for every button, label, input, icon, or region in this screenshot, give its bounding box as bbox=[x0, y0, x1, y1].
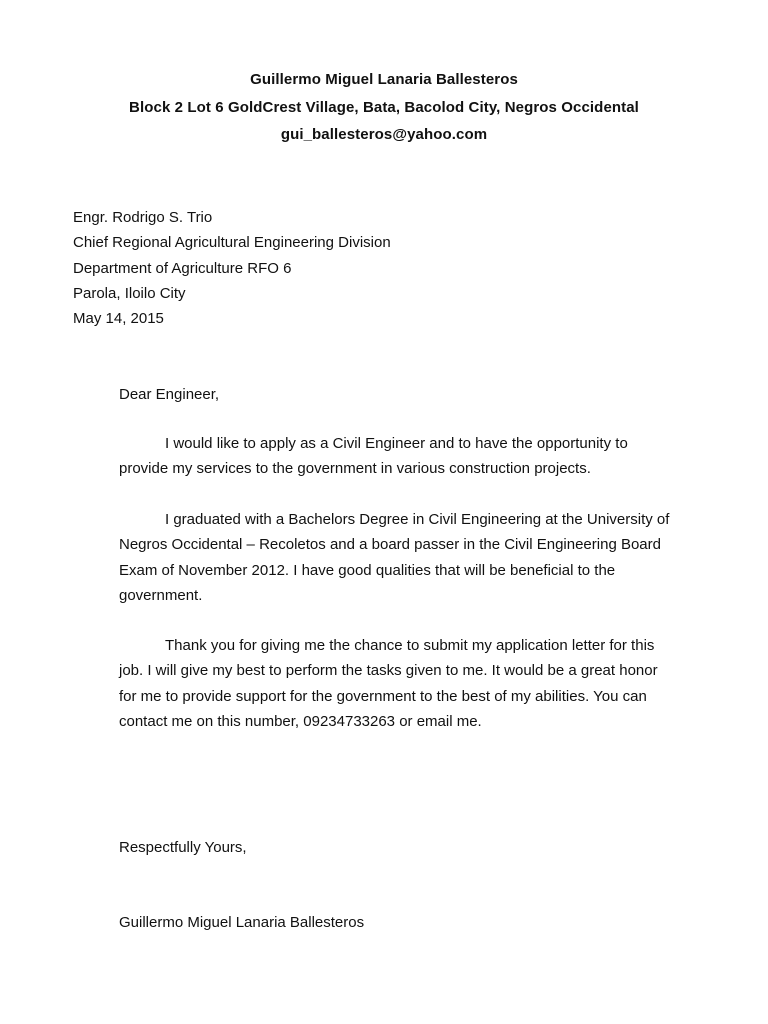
recipient-location: Parola, Iloilo City bbox=[73, 284, 186, 302]
body-paragraph-3 bbox=[119, 633, 699, 734]
paragraph-line: job. I will give my best to perform the tasks given to me. It would be a great honor bbox=[119, 662, 658, 680]
paragraph-line: contact me on this number, 09234733263 or email me. bbox=[119, 712, 482, 730]
paragraph-line: for me to provide support for the government to the best of my abilities. You can bbox=[119, 687, 647, 705]
letter-date: May 14, 2015 bbox=[73, 310, 164, 328]
body-paragraph-2 bbox=[119, 507, 699, 608]
sender-address: Block 2 Lot 6 GoldCrest Village, Bata, Bacolod City, Negros Occidental bbox=[129, 98, 639, 116]
sender-name: Guillermo Miguel Lanaria Ballesteros bbox=[250, 71, 518, 88]
salutation: Dear Engineer, bbox=[119, 386, 220, 403]
recipient-name: Engr. Rodrigo S. Trio bbox=[73, 209, 213, 226]
body-paragraph-1 bbox=[119, 431, 699, 482]
recipient-department: Department of Agriculture RFO 6 bbox=[73, 259, 292, 277]
recipient-title: Chief Regional Agricultural Engineering Division bbox=[73, 234, 391, 252]
paragraph-line: I would like to apply as a Civil Engineer and to have the opportunity to bbox=[165, 435, 628, 452]
signature-name: Guillermo Miguel Lanaria Ballesteros bbox=[119, 914, 365, 931]
paragraph-line: Negros Occidental – Recoletos and a board passer in the Civil Engineering Board bbox=[119, 536, 661, 554]
paragraph-line: government. bbox=[119, 586, 203, 604]
letter-header bbox=[0, 66, 768, 149]
recipient-block bbox=[73, 205, 391, 331]
paragraph-line: provide my services to the government in various construction projects. bbox=[119, 460, 591, 478]
paragraph-line: I graduated with a Bachelors Degree in Civil Engineering at the University of bbox=[165, 511, 670, 528]
sender-email: gui_ballesteros@yahoo.com bbox=[280, 126, 488, 143]
closing: Respectfully Yours, bbox=[119, 839, 247, 856]
paragraph-line: Exam of November 2012. I have good qualities that will be beneficial to the bbox=[119, 561, 616, 579]
paragraph-line: Thank you for giving me the chance to submit my application letter for this bbox=[165, 637, 655, 654]
